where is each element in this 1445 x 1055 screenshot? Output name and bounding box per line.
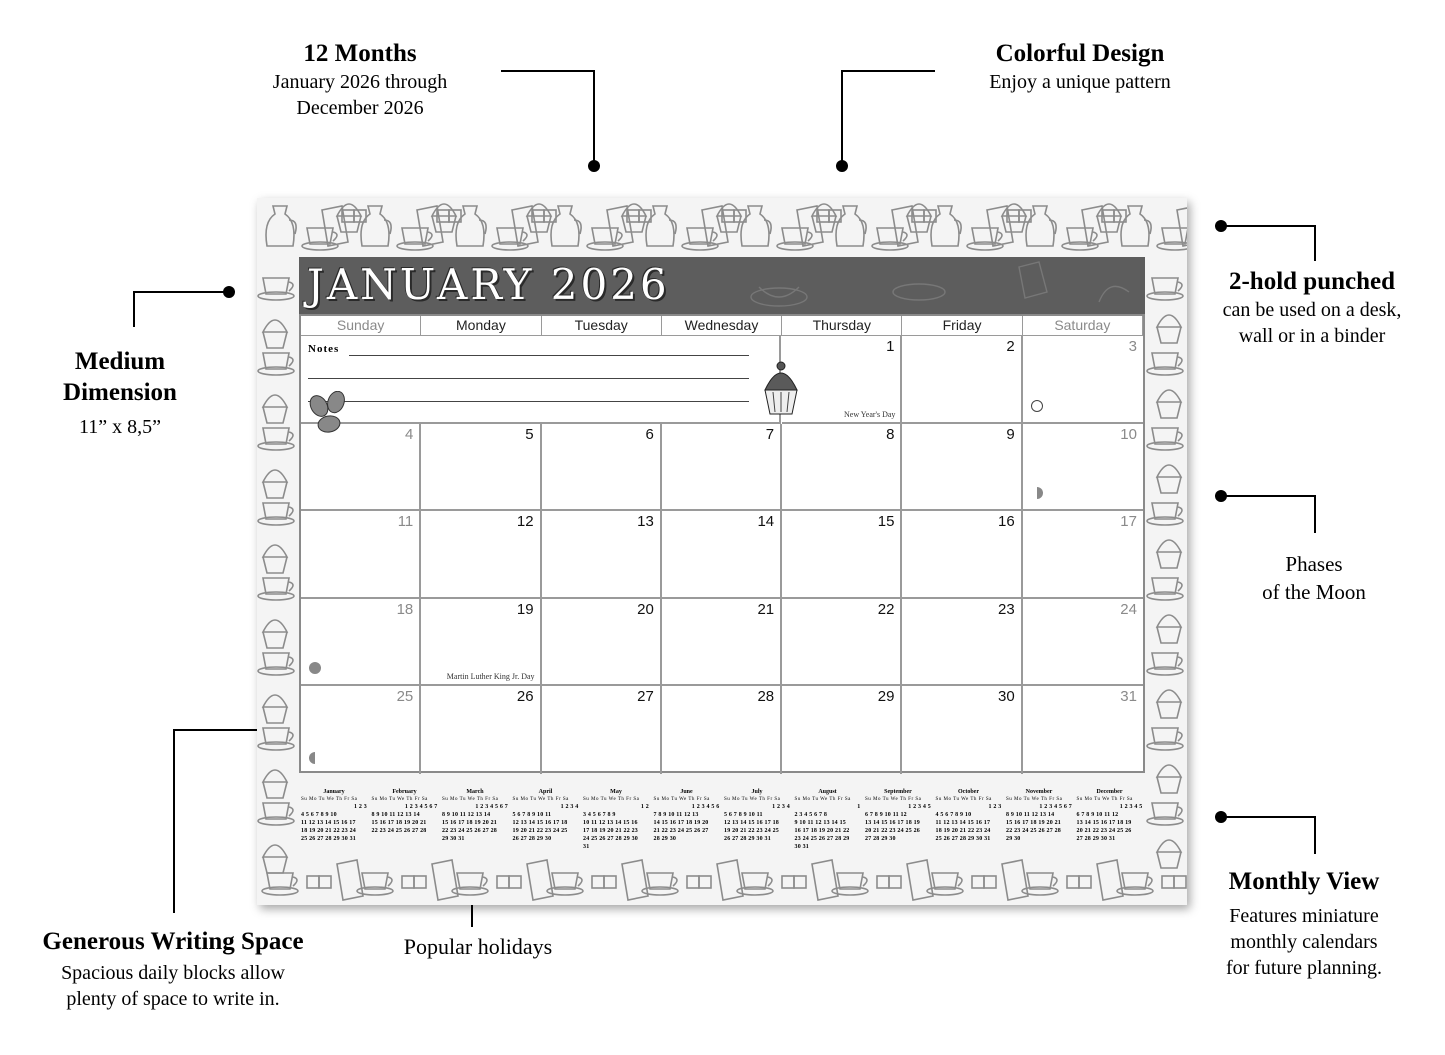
day-number: 30 <box>998 688 1015 706</box>
day-number: 4 <box>404 425 414 443</box>
day-cell[interactable] <box>301 599 421 687</box>
mini-weekday-header: Su Mo Tu We Th Fr Sa <box>583 797 640 802</box>
holiday-label: New Year's Day <box>843 409 896 419</box>
day-cell[interactable] <box>1023 511 1143 599</box>
mini-weekday-header: Su Mo Tu We Th Fr Sa <box>724 797 781 802</box>
leader-line <box>501 70 595 72</box>
day-cell[interactable] <box>421 599 541 687</box>
mini-week-row: 1 2 3 4 5 6 7 <box>1039 804 1072 810</box>
day-number: 8 <box>886 425 895 443</box>
day-cell[interactable] <box>782 599 902 687</box>
leader-line <box>1314 816 1316 854</box>
mini-week-row: 1 2 3 4 <box>560 804 579 810</box>
day-number: 5 <box>525 425 534 443</box>
weekday-header: Sunday <box>301 316 421 336</box>
mini-weekday-header: Su Mo Tu We Th Fr Sa <box>865 797 922 802</box>
leader-dot <box>588 160 600 172</box>
mini-week-row: 1 2 <box>640 804 649 810</box>
mini-calendar-november <box>1006 788 1072 858</box>
callout-dimension <box>40 346 200 440</box>
mini-week-row: 29 30 31 <box>442 836 465 842</box>
mini-week-row: 16 17 18 19 20 21 22 <box>794 828 850 834</box>
day-number: 3 <box>1128 338 1137 355</box>
day-number: 2 <box>1006 338 1015 355</box>
mini-month-name: January <box>323 789 345 795</box>
day-number: 28 <box>757 688 775 706</box>
mini-week-row: 21 22 23 24 25 26 27 <box>653 828 709 834</box>
mini-weekday-header: Su Mo Tu We Th Fr Sa <box>1006 797 1063 802</box>
mini-month-name: May <box>610 789 622 795</box>
mini-week-row: 2 3 4 5 6 7 8 <box>794 812 828 818</box>
mini-week-row: 22 23 24 25 26 27 28 <box>371 828 427 834</box>
day-cell[interactable] <box>902 599 1022 687</box>
day-number: 6 <box>645 425 654 443</box>
moon-phase-icon <box>1031 487 1043 499</box>
mini-week-row: 27 28 29 30 31 <box>1076 836 1116 842</box>
mini-week-row: 18 19 20 21 22 23 24 <box>935 828 991 834</box>
mini-week-row: 1 2 3 <box>354 804 367 810</box>
mini-week-row: 18 19 20 21 22 23 24 <box>301 828 356 834</box>
day-number: 23 <box>998 600 1015 618</box>
day-cell[interactable] <box>662 686 782 774</box>
leader-line <box>1221 816 1316 818</box>
notes-area[interactable] <box>301 336 781 424</box>
day-cell[interactable] <box>542 599 662 687</box>
day-number: 7 <box>765 425 775 443</box>
callout-dimension-line-1: 11” x 8,5” <box>78 416 161 438</box>
month-title: JANUARY 2026 <box>307 260 670 309</box>
mini-week-row: 10 11 12 13 14 15 16 <box>583 820 638 826</box>
mini-week-row: 6 7 8 9 10 11 12 <box>1076 812 1119 818</box>
mini-week-row: 4 5 6 7 8 9 10 <box>301 812 337 818</box>
callout-moon-line-1: Phases <box>1285 552 1343 576</box>
day-cell[interactable] <box>662 511 782 599</box>
day-cell[interactable] <box>542 686 662 774</box>
callout-punched-heading: 2-hold punched <box>1228 268 1396 295</box>
mini-week-row: 15 16 17 18 19 20 21 <box>1006 820 1061 826</box>
callout-design <box>960 38 1200 95</box>
weekday-header: Thursday <box>782 316 902 336</box>
mini-month-name: April <box>538 789 553 795</box>
mini-calendar-august <box>795 788 861 858</box>
day-cell[interactable] <box>421 686 541 774</box>
mini-week-row: 1 <box>857 804 861 810</box>
day-number: 11 <box>397 513 414 531</box>
banner-pattern <box>719 257 1145 314</box>
mini-weekday-header: Su Mo Tu We Th Fr Sa <box>653 797 710 802</box>
mini-calendar-september <box>865 788 931 858</box>
mini-week-row: 19 20 21 22 23 24 25 <box>724 828 779 834</box>
mini-week-row: 17 18 19 20 21 22 23 <box>583 828 638 834</box>
mini-week-row: 14 15 16 17 18 19 20 <box>653 820 709 826</box>
mini-week-row: 26 27 28 29 30 31 <box>724 836 771 842</box>
leader-line <box>1221 495 1316 497</box>
mini-calendar-october <box>936 788 1002 858</box>
day-cell[interactable] <box>301 686 421 774</box>
mini-week-row: 11 12 13 14 15 16 17 <box>935 820 991 826</box>
day-cell[interactable] <box>902 686 1022 774</box>
day-cell[interactable] <box>902 336 1022 424</box>
callout-design-heading: Colorful Design <box>995 40 1165 67</box>
day-number: 9 <box>1006 425 1015 443</box>
mini-week-row: 22 23 24 25 26 27 28 <box>1006 828 1061 834</box>
mini-week-row: 24 25 26 27 28 29 30 <box>583 836 638 842</box>
leader-line <box>1314 495 1316 533</box>
mini-week-row: 9 10 11 12 13 14 15 <box>794 820 846 826</box>
mini-calendar-january <box>301 788 367 858</box>
mini-week-row: 28 29 30 <box>653 836 677 842</box>
mini-week-row: 12 13 14 15 16 17 18 <box>512 820 568 826</box>
mini-week-row: 26 27 28 29 30 <box>512 836 552 842</box>
mini-week-row: 5 6 7 8 9 10 11 <box>512 812 552 818</box>
day-cell[interactable] <box>301 511 421 599</box>
mini-week-row: 11 12 13 14 15 16 17 <box>301 820 356 826</box>
mini-week-row: 30 31 <box>794 844 809 850</box>
leader-line <box>133 291 229 293</box>
day-number: 19 <box>516 600 534 618</box>
mini-calendar-march <box>442 788 508 858</box>
day-cell[interactable] <box>301 424 421 512</box>
mini-week-row: 12 13 14 15 16 17 18 <box>724 820 779 826</box>
mini-week-row: 6 7 8 9 10 11 12 <box>865 812 907 818</box>
day-number: 21 <box>757 600 775 618</box>
mini-month-name: March <box>466 789 484 795</box>
mini-week-row: 20 21 22 23 24 25 26 <box>1076 828 1132 834</box>
leader-line <box>841 70 935 72</box>
holiday-label: Martin Luther King Jr. Day <box>446 672 535 682</box>
mini-month-name: September <box>884 789 912 795</box>
mini-week-row: 4 5 6 7 8 9 10 <box>935 812 972 818</box>
mini-week-row: 15 16 17 18 19 20 21 <box>371 820 427 826</box>
weekday-header: Saturday <box>1023 316 1143 336</box>
leader-line <box>1314 225 1316 261</box>
mini-week-row: 8 9 10 11 12 13 14 <box>371 812 420 818</box>
mini-calendars <box>299 788 1145 858</box>
mini-month-name: November <box>1025 789 1053 795</box>
mini-week-row: 19 20 21 22 23 24 25 <box>512 828 568 834</box>
mini-week-row: 1 2 3 4 5 <box>908 804 931 810</box>
mini-month-name: October <box>958 789 979 795</box>
day-cell[interactable] <box>782 511 902 599</box>
day-cell[interactable] <box>1023 424 1143 512</box>
callout-monthly <box>1195 866 1413 981</box>
callout-months <box>240 38 480 121</box>
leader-dot <box>223 286 235 298</box>
mini-week-row: 1 2 3 <box>988 804 1002 810</box>
mini-week-row: 8 9 10 11 12 13 14 <box>442 812 491 818</box>
day-cell[interactable] <box>542 511 662 599</box>
callout-punched-line-1: can be used on a desk, <box>1222 299 1402 321</box>
callout-monthly-line-2: monthly calendars <box>1230 931 1378 953</box>
mini-week-row: 1 2 3 4 5 6 <box>691 804 720 810</box>
callout-moon <box>1214 550 1414 606</box>
leader-dot <box>836 160 848 172</box>
day-number: 25 <box>396 688 414 706</box>
callout-writing <box>18 926 328 1012</box>
day-number: 17 <box>1120 513 1137 531</box>
day-number: 13 <box>637 513 654 531</box>
mini-week-row: 3 4 5 6 7 8 9 <box>583 812 616 818</box>
callout-monthly-line-1: Features miniature <box>1229 905 1379 927</box>
callout-writing-line-1: Spacious daily blocks allow <box>61 962 285 984</box>
weekday-header: Tuesday <box>542 316 662 336</box>
day-number: 20 <box>637 600 654 618</box>
day-cell[interactable] <box>1023 599 1143 687</box>
mini-week-row: 1 2 3 4 <box>772 804 790 810</box>
mini-calendar-june <box>654 788 720 858</box>
mini-calendar-july <box>724 788 790 858</box>
mini-month-name: July <box>751 789 763 795</box>
day-number: 15 <box>877 513 895 531</box>
mini-weekday-header: Su Mo Tu We Th Fr Sa <box>371 797 428 802</box>
mini-weekday-header: Su Mo Tu We Th Fr Sa <box>794 797 851 802</box>
mini-week-row: 25 26 27 28 29 30 31 <box>301 836 356 842</box>
mini-weekday-header: Su Mo Tu We Th Fr Sa <box>512 797 569 802</box>
leader-line <box>1221 225 1316 227</box>
leader-line <box>173 729 175 913</box>
mini-week-row: 13 14 15 16 17 18 19 <box>1076 820 1132 826</box>
month-banner <box>299 257 1145 314</box>
day-number: 18 <box>396 600 414 618</box>
day-cell[interactable] <box>902 424 1022 512</box>
day-number: 29 <box>877 688 895 706</box>
calendar-page <box>257 198 1187 905</box>
day-cell[interactable] <box>782 424 902 512</box>
mini-week-row: 1 2 3 4 5 6 7 <box>404 804 438 810</box>
callout-writing-line-2: plenty of space to write in. <box>66 988 280 1010</box>
mini-calendar-may <box>583 788 649 858</box>
day-number: 12 <box>516 513 534 531</box>
day-number: 16 <box>998 513 1015 531</box>
day-cell[interactable] <box>421 511 541 599</box>
weekday-header: Wednesday <box>662 316 782 336</box>
day-cell[interactable] <box>662 424 782 512</box>
leader-line <box>593 70 595 166</box>
notes-rule <box>308 401 749 402</box>
moon-phase-icon <box>309 662 321 674</box>
callout-dimension-heading-1: Medium <box>74 348 166 375</box>
mini-calendar-april <box>513 788 579 858</box>
mini-weekday-header: Su Mo Tu We Th Fr Sa <box>1076 797 1133 802</box>
callout-punched <box>1192 266 1432 349</box>
day-number: 10 <box>1120 425 1137 443</box>
month-grid <box>299 314 1145 773</box>
mini-week-row: 27 28 29 30 <box>865 836 896 842</box>
moon-phase-icon <box>309 752 321 764</box>
weekday-header: Friday <box>902 316 1022 336</box>
mini-week-row: 22 23 24 25 26 27 28 <box>442 828 497 834</box>
mini-month-name: June <box>680 789 693 795</box>
mini-week-row: 1 2 3 4 5 <box>1119 804 1143 810</box>
callout-punched-line-2: wall or in a binder <box>1238 325 1386 347</box>
callout-monthly-line-3: for future planning. <box>1225 957 1383 979</box>
callout-months-line-1: January 2026 through <box>272 71 448 93</box>
mini-month-name: February <box>392 789 417 795</box>
mini-month-name: December <box>1096 789 1123 795</box>
callout-holidays <box>368 934 588 960</box>
day-number: 22 <box>877 600 895 618</box>
day-number: 24 <box>1120 600 1137 618</box>
callout-months-line-2: December 2026 <box>296 97 424 119</box>
day-cell[interactable] <box>902 511 1022 599</box>
day-cell[interactable] <box>421 424 541 512</box>
callout-monthly-heading: Monthly View <box>1228 868 1380 895</box>
day-cell[interactable] <box>782 336 902 424</box>
day-number: 31 <box>1120 688 1137 706</box>
callout-design-line-1: Enjoy a unique pattern <box>989 71 1171 93</box>
callout-moon-line-2: of the Moon <box>1262 580 1366 604</box>
notes-rule <box>349 355 749 356</box>
day-cell[interactable] <box>542 424 662 512</box>
callout-dimension-heading-2: Dimension <box>63 379 177 406</box>
day-cell[interactable] <box>1023 336 1143 424</box>
callout-holidays-line-1: Popular holidays <box>403 934 553 959</box>
mini-week-row: 29 30 <box>1006 836 1021 842</box>
notes-rule <box>308 378 749 379</box>
callout-months-heading: 12 Months <box>303 40 417 67</box>
mini-calendar-february <box>372 788 438 858</box>
day-number: 27 <box>637 688 654 706</box>
notes-label: Notes <box>308 343 340 355</box>
mini-week-row: 8 9 10 11 12 13 14 <box>1006 812 1055 818</box>
leader-line <box>133 291 135 327</box>
moon-phase-icon <box>1031 400 1043 412</box>
mini-weekday-header: Su Mo Tu We Th Fr Sa <box>442 797 499 802</box>
mini-calendar-december <box>1077 788 1143 858</box>
day-cell[interactable] <box>662 599 782 687</box>
day-cell[interactable] <box>782 686 902 774</box>
leader-line <box>841 70 843 166</box>
mini-weekday-header: Su Mo Tu We Th Fr Sa <box>935 797 992 802</box>
weekday-header: Monday <box>421 316 541 336</box>
mini-week-row: 1 2 3 4 5 6 7 <box>475 804 508 810</box>
mini-week-row: 15 16 17 18 19 20 21 <box>442 820 497 826</box>
mini-week-row: 23 24 25 26 27 28 29 <box>794 836 850 842</box>
mini-week-row: 13 14 15 16 17 18 19 <box>865 820 920 826</box>
day-number: 26 <box>516 688 534 706</box>
mini-month-name: August <box>818 789 837 795</box>
day-number: 1 <box>886 338 895 355</box>
mini-weekday-header: Su Mo Tu We Th Fr Sa <box>301 797 358 802</box>
mini-week-row: 7 8 9 10 11 12 13 <box>653 812 699 818</box>
mini-week-row: 31 <box>583 844 590 850</box>
callout-writing-heading: Generous Writing Space <box>42 928 304 955</box>
day-cell[interactable] <box>1023 686 1143 774</box>
mini-week-row: 25 26 27 28 29 30 31 <box>935 836 991 842</box>
mini-week-row: 20 21 22 23 24 25 26 <box>865 828 920 834</box>
day-number: 14 <box>757 513 775 531</box>
mini-week-row: 5 6 7 8 9 10 11 <box>724 812 763 818</box>
